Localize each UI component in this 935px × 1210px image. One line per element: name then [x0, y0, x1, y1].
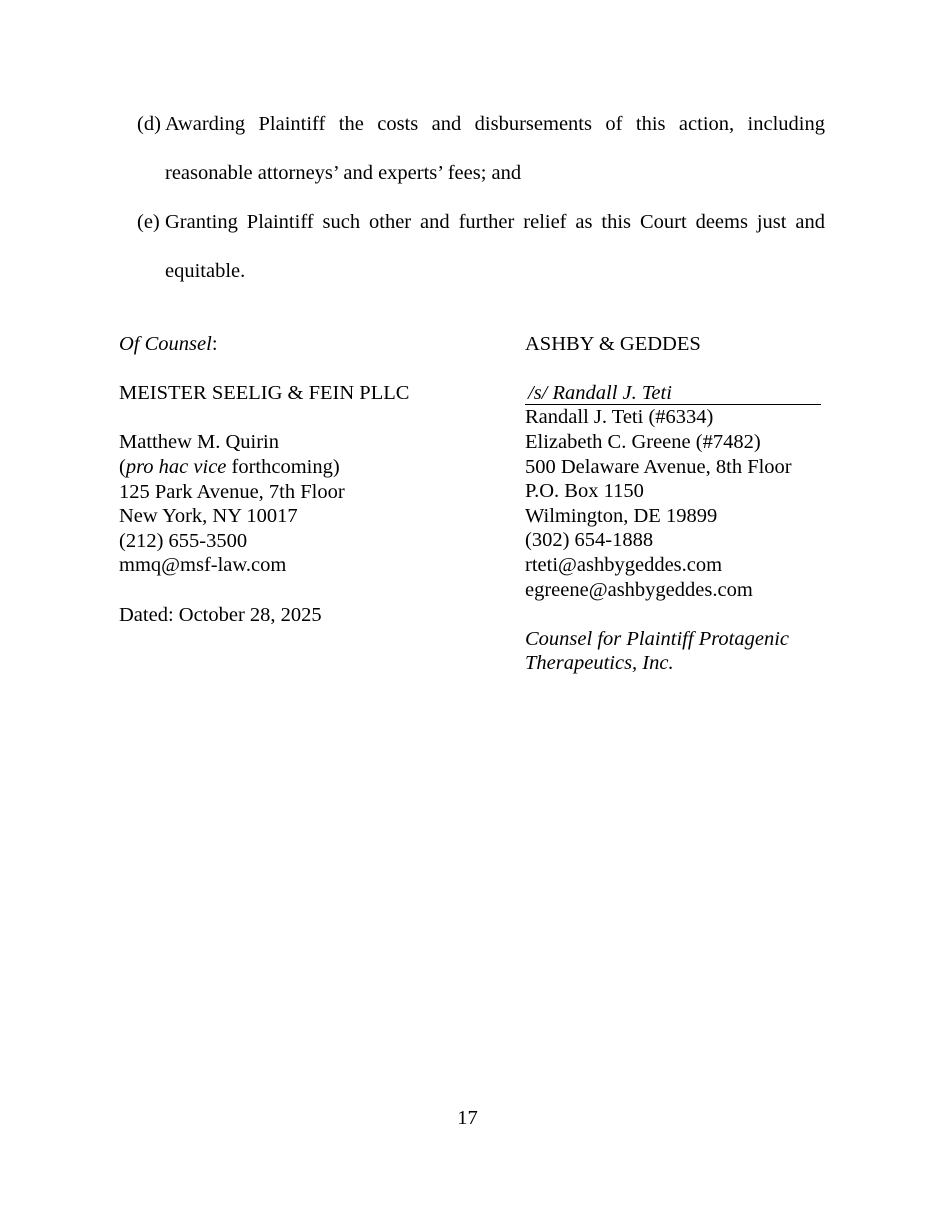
page-number: 17 [457, 1107, 478, 1129]
relief-item-d [137, 100, 825, 198]
of-counsel-email: mmq@msf-law.com [119, 554, 287, 577]
of-counsel-address-line1: 125 Park Avenue, 7th Floor [119, 480, 345, 503]
relief-item-text: Awarding Plaintiff the costs and disbursements of this action, including reasonable attorneys’ and experts’ fees; and [165, 113, 825, 184]
local-counsel-address-line3: Wilmington, DE 19899 [525, 504, 718, 527]
of-counsel-firm: MEISTER SEELIG & FEIN PLLC [119, 382, 410, 405]
pro-hac-vice-note: (pro hac vice forthcoming) [119, 455, 340, 478]
local-counsel-attorney2: Elizabeth C. Greene (#7482) [525, 431, 761, 454]
of-counsel-phone: (212) 655-3500 [119, 529, 248, 552]
relief-item-text: Granting Plaintiff such other and further relief as this Court deems just and equitable. [165, 211, 825, 282]
local-counsel-email1: rteti@ashbygeddes.com [525, 554, 723, 577]
relief-item-e [137, 198, 825, 296]
dated-line: Dated: October 28, 2025 [119, 603, 322, 626]
local-counsel-address-line2: P.O. Box 1150 [525, 480, 644, 503]
of-counsel-attorney: Matthew M. Quirin [119, 431, 279, 454]
of-counsel-address-line2: New York, NY 10017 [119, 505, 298, 528]
local-counsel-block [525, 332, 845, 676]
of-counsel-heading: Of Counsel: [119, 333, 218, 355]
relief-item-letter: (e) [137, 211, 160, 233]
relief-item-letter: (d) [137, 113, 161, 135]
local-counsel-attorney1: Randall J. Teti (#6334) [525, 406, 714, 429]
of-counsel-block [119, 332, 489, 627]
signature-text: /s/ Randall J. Teti [528, 382, 672, 405]
counsel-for-line2: Therapeutics, Inc. [525, 652, 674, 675]
local-counsel-address-line1: 500 Delaware Avenue, 8th Floor [525, 455, 792, 478]
counsel-for-line1: Counsel for Plaintiff Protagenic [525, 627, 790, 650]
signature-line [525, 381, 821, 405]
local-counsel-firm: ASHBY & GEDDES [525, 333, 701, 355]
local-counsel-email2: egreene@ashbygeddes.com [525, 578, 753, 601]
local-counsel-phone: (302) 654-1888 [525, 529, 654, 552]
